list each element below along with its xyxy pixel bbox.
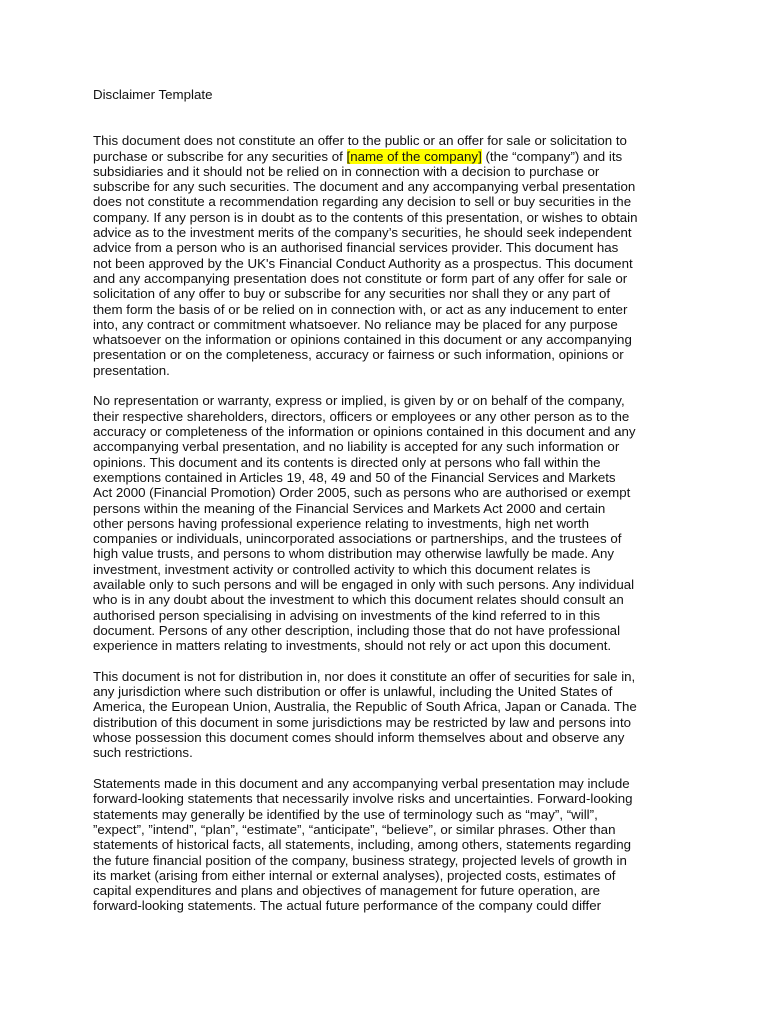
text-segment: experience in matters relating to investments, should not rely or act upon this document. <box>93 638 612 654</box>
paragraph <box>93 776 678 914</box>
text-segment: solicitation of any offer to buy or subscribe for any securities nor shall they or any part of <box>93 286 611 302</box>
text-line <box>93 271 678 286</box>
text-line <box>93 409 678 424</box>
text-segment: does not constitute a recommendation regarding any decision to sell or buy securities in the <box>93 194 632 210</box>
text-segment: their respective shareholders, directors, officers or employees or any other person as to the <box>93 408 630 424</box>
text-line <box>93 516 678 531</box>
text-segment: companies or individuals, unincorporated associations or partnerships, and the trustees of <box>93 531 622 547</box>
text-segment: authorised person specialising in advising on investments of the kind referred to in this <box>93 607 601 623</box>
text-segment: them form the basis of or be relied on in connection with, or act as any inducement to enter <box>93 301 628 317</box>
highlighted-placeholder: [name of the company] <box>346 148 482 164</box>
text-line <box>93 225 678 240</box>
text-segment: ”expect”, ”intend”, “plan”, “estimate”, “anticipate”, “believe”, or similar phrases. Other than <box>93 821 616 837</box>
text-segment: (the “company”) and its <box>481 148 623 164</box>
text-segment: No representation or warranty, express or implied, is given by or on behalf of the company, <box>93 393 625 409</box>
text-line <box>93 470 678 485</box>
text-segment: statements may generally be identified by the use of terminology such as “may”, “will”, <box>93 806 598 822</box>
text-line <box>93 776 678 791</box>
text-segment: This document does not constitute an offer to the public or an offer for sale or solicitation to <box>93 133 627 149</box>
text-segment: accompanying verbal presentation, and no liability is accepted for any such information or <box>93 439 620 455</box>
text-segment: capital expenditures and plans and objectives of management for future operation, are <box>93 883 601 899</box>
text-segment: America, the European Union, Australia, the Republic of South Africa, Japan or Canada. The <box>93 699 637 715</box>
text-segment: presentation. <box>93 362 170 378</box>
text-line <box>93 853 678 868</box>
text-segment: subscribe for any such securities. The document and any accompanying verbal presentation <box>93 179 636 195</box>
text-segment: company. If any person is in doubt as to the contents of this presentation, or wishes to obtain <box>93 209 638 225</box>
text-segment: advice from a person who is an authorised financial services provider. This document has <box>93 240 619 256</box>
text-segment: document. Persons of any other description, including those that do not have professional <box>93 622 621 638</box>
text-segment: its market (arising from either internal or external analyses), projected costs, estimates of <box>93 867 616 883</box>
text-segment: advice as to the investment merits of the company’s securities, he should seek independent <box>93 225 632 241</box>
text-line <box>93 164 678 179</box>
text-line <box>93 608 678 623</box>
text-line <box>93 745 678 760</box>
text-line <box>93 332 678 347</box>
text-line <box>93 730 678 745</box>
text-segment: and any accompanying presentation does not constitute or form part of any offer for sale or <box>93 270 628 286</box>
text-line <box>93 393 678 408</box>
text-line <box>93 439 678 454</box>
text-line <box>93 363 678 378</box>
text-segment: presentation or on the completeness, accuracy or fairness or such information, opinions or <box>93 347 624 363</box>
text-line <box>93 501 678 516</box>
text-line <box>93 424 678 439</box>
text-segment: forward-looking statements that necessarily involve risks and uncertainties. Forward-looking <box>93 791 633 807</box>
text-segment: high value trusts, and persons to whom distribution may otherwise lawfully be made. Any <box>93 546 615 562</box>
text-line <box>93 562 678 577</box>
text-segment: not been approved by the UK's Financial Conduct Authority as a prospectus. This document <box>93 255 633 271</box>
text-segment: purchase or subscribe for any securities of <box>93 148 347 164</box>
text-line <box>93 883 678 898</box>
text-segment: investment, investment activity or controlled activity to which this document relates is <box>93 561 591 577</box>
text-line <box>93 210 678 225</box>
text-segment: accuracy or completeness of the information or opinions contained in this document and any <box>93 424 636 440</box>
text-line <box>93 485 678 500</box>
text-line <box>93 807 678 822</box>
text-line <box>93 898 678 913</box>
text-segment: opinions. This document and its contents is directed only at persons who fall within the <box>93 454 601 470</box>
text-line <box>93 699 678 714</box>
text-segment: available only to such persons and will be engaged in only with such persons. Any individual <box>93 577 635 592</box>
text-line <box>93 868 678 883</box>
text-line <box>93 837 678 852</box>
text-line <box>93 592 678 607</box>
text-line <box>93 179 678 194</box>
paragraph <box>93 133 678 378</box>
text-segment: other persons having professional experience relating to investments, high net worth <box>93 515 589 531</box>
text-segment: whatsoever on the information or opinions contained in this document or any accompanying <box>93 332 632 348</box>
text-line <box>93 715 678 730</box>
text-line <box>93 822 678 837</box>
text-segment: whose possession this document comes should inform themselves about and observe any <box>93 730 625 746</box>
text-line <box>93 791 678 806</box>
text-line <box>93 623 678 638</box>
text-line <box>93 684 678 699</box>
text-segment: subsidiaries and it should not be relied on in connection with a decision to purchase or <box>93 163 600 179</box>
text-line <box>93 302 678 317</box>
text-segment: exemptions contained in Articles 19, 48, 49 and 50 of the Financial Services and Markets <box>93 469 616 485</box>
text-line <box>93 638 678 653</box>
text-line <box>93 669 678 684</box>
text-segment: Act 2000 (Financial Promotion) Order 2005, such as persons who are authorised or exempt <box>93 485 631 501</box>
paragraph <box>93 393 678 653</box>
text-line <box>93 347 678 362</box>
text-line <box>93 256 678 271</box>
text-segment: who is in any doubt about the investment to which this document relates should consult an <box>93 592 624 608</box>
text-segment: statements of historical facts, all statements, including, among others, statements regarding <box>93 837 632 853</box>
text-line <box>93 240 678 255</box>
text-line <box>93 531 678 546</box>
text-segment: the future financial position of the company, business strategy, projected levels of growth in <box>93 852 627 868</box>
text-line <box>93 546 678 561</box>
text-segment: Statements made in this document and any accompanying verbal presentation may include <box>93 776 630 792</box>
text-segment: This document is not for distribution in, nor does it constitute an offer of securities for sale in, <box>93 668 636 684</box>
text-line <box>93 149 678 164</box>
paragraph <box>93 669 678 761</box>
text-line <box>93 133 678 148</box>
document-title: Disclaimer Template <box>93 87 213 102</box>
text-segment: persons within the meaning of the Financial Services and Markets Act 2000 and certain <box>93 500 606 516</box>
text-line <box>93 194 678 209</box>
text-segment: such restrictions. <box>93 745 193 761</box>
text-segment: into, any contract or commitment whatsoever. No reliance may be placed for any purpose <box>93 316 618 332</box>
text-line <box>93 577 678 592</box>
text-segment: distribution of this document in some jurisdictions may be restricted by law and persons into <box>93 714 632 730</box>
text-segment: any jurisdiction where such distribution or offer is unlawful, including the United States of <box>93 684 613 700</box>
document-body <box>93 87 678 929</box>
text-segment: forward-looking statements. The actual future performance of the company could differ <box>93 898 602 914</box>
text-line <box>93 455 678 470</box>
paragraph-list <box>93 133 678 913</box>
text-line <box>93 286 678 301</box>
text-line <box>93 317 678 332</box>
